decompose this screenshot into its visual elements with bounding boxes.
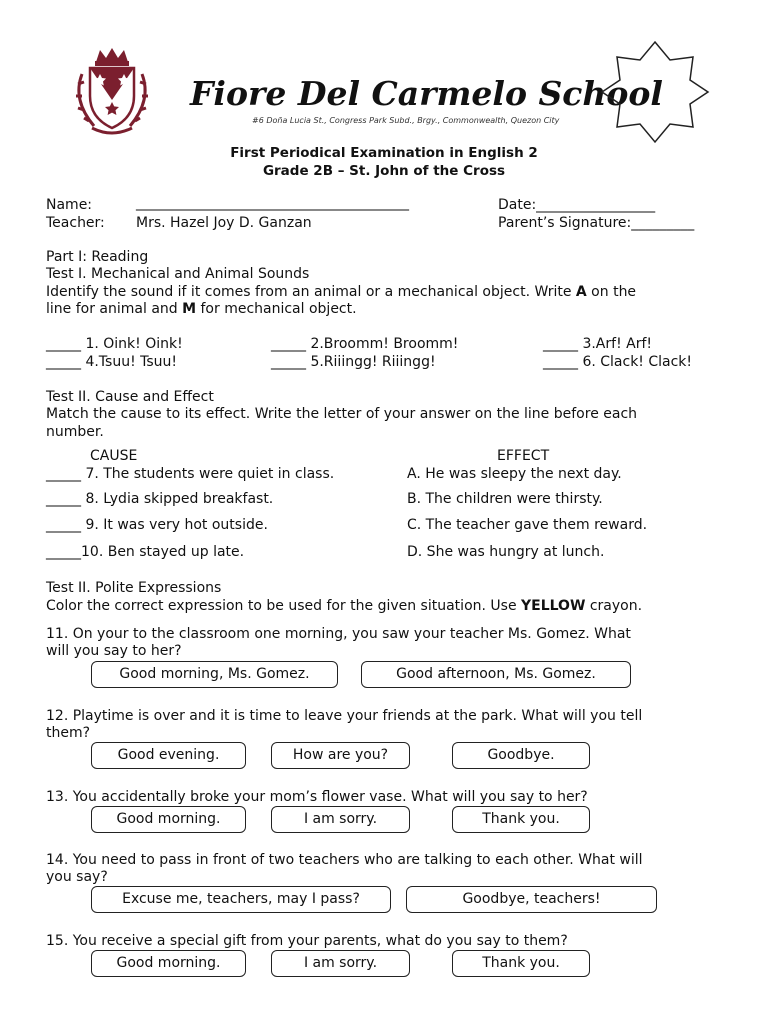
school-name: Fiore Del Carmelo School: [190, 74, 663, 113]
name-line[interactable]: _______________________________________: [136, 195, 409, 211]
part1-title: Part I: Reading: [46, 249, 149, 265]
question-12-line1: 12. Playtime is over and it is time to leave your friends at the park. What will you tell: [46, 708, 643, 724]
q14-option-button[interactable]: Goodbye, teachers!: [406, 886, 657, 913]
test1-instructions-line2: line for animal and M for mechanical object.: [46, 301, 357, 317]
school-address: #6 Doña Lucia St., Congress Park Subd., Brgy., Commonwealth, Quezon City: [252, 116, 560, 125]
test2-title: Test II. Cause and Effect: [46, 389, 214, 405]
teacher-label: Teacher:: [46, 215, 105, 231]
school-crest-logo: [62, 44, 162, 140]
q13-option-button[interactable]: Good morning.: [91, 806, 246, 833]
test3-title: Test II. Polite Expressions: [46, 580, 222, 596]
question-14-line1: 14. You need to pass in front of two teachers who are talking to each other. What will: [46, 852, 643, 868]
q13-option-button[interactable]: Thank you.: [452, 806, 590, 833]
effect-item: D. She was hungry at lunch.: [407, 544, 605, 560]
test1-title: Test I. Mechanical and Animal Sounds: [46, 266, 310, 282]
effect-item: B. The children were thirsty.: [407, 491, 603, 507]
cause-item[interactable]: _____10. Ben stayed up late.: [46, 544, 245, 560]
sound-item[interactable]: _____ 6. Clack! Clack!: [543, 354, 693, 370]
cause-header: CAUSE: [90, 448, 138, 464]
cause-item[interactable]: _____ 7. The students were quiet in class.: [46, 466, 335, 482]
exam-section: Grade 2B – St. John of the Cross: [262, 163, 506, 179]
question-14-line2: you say?: [46, 869, 108, 885]
q15-option-button[interactable]: Good morning.: [91, 950, 246, 977]
sound-item[interactable]: _____ 4.Tsuu! Tsuu!: [46, 354, 178, 370]
q15-option-button[interactable]: Thank you.: [452, 950, 590, 977]
q12-option-button[interactable]: Good evening.: [91, 742, 246, 769]
name-label: Name:: [46, 197, 93, 213]
effect-item: A. He was sleepy the next day.: [407, 466, 622, 482]
star-seal-icon: [600, 40, 710, 144]
test3-instructions: Color the correct expression to be used for the given situation. Use YELLOW crayon.: [46, 598, 643, 614]
sound-item[interactable]: _____ 3.Arf! Arf!: [543, 336, 653, 352]
exam-title: First Periodical Examination in English 2: [230, 145, 538, 161]
q14-option-button[interactable]: Excuse me, teachers, may I pass?: [91, 886, 391, 913]
question-15: 15. You receive a special gift from your parents, what do you say to them?: [46, 933, 568, 949]
test2-instructions-line2: number.: [46, 424, 104, 440]
cause-item[interactable]: _____ 9. It was very hot outside.: [46, 517, 268, 533]
q11-option-button[interactable]: Good afternoon, Ms. Gomez.: [361, 661, 631, 688]
test2-instructions-line1: Match the cause to its effect. Write the letter of your answer on the line before each: [46, 406, 638, 422]
question-11-line2: will you say to her?: [46, 643, 182, 659]
parent-signature-field[interactable]: Parent’s Signature:_________: [498, 215, 695, 231]
cause-item[interactable]: _____ 8. Lydia skipped breakfast.: [46, 491, 274, 507]
teacher-name: Mrs. Hazel Joy D. Ganzan: [136, 215, 312, 231]
sound-item[interactable]: _____ 2.Broomm! Broomm!: [271, 336, 459, 352]
sound-item[interactable]: _____ 1. Oink! Oink!: [46, 336, 183, 352]
q15-option-button[interactable]: I am sorry.: [271, 950, 410, 977]
effect-header: EFFECT: [497, 448, 550, 464]
q13-option-button[interactable]: I am sorry.: [271, 806, 410, 833]
effect-item: C. The teacher gave them reward.: [407, 517, 648, 533]
q11-option-button[interactable]: Good morning, Ms. Gomez.: [91, 661, 338, 688]
sound-item[interactable]: _____ 5.Riiingg! Riiingg!: [271, 354, 436, 370]
question-13: 13. You accidentally broke your mom’s flower vase. What will you say to her?: [46, 789, 588, 805]
q12-option-button[interactable]: Goodbye.: [452, 742, 590, 769]
q12-option-button[interactable]: How are you?: [271, 742, 410, 769]
date-field[interactable]: Date:_________________: [498, 197, 656, 213]
question-12-line2: them?: [46, 725, 91, 741]
test1-instructions-line1: Identify the sound if it comes from an animal or a mechanical object. Write A on the: [46, 284, 637, 300]
question-11-line1: 11. On your to the classroom one morning, you saw your teacher Ms. Gomez. What: [46, 626, 631, 642]
